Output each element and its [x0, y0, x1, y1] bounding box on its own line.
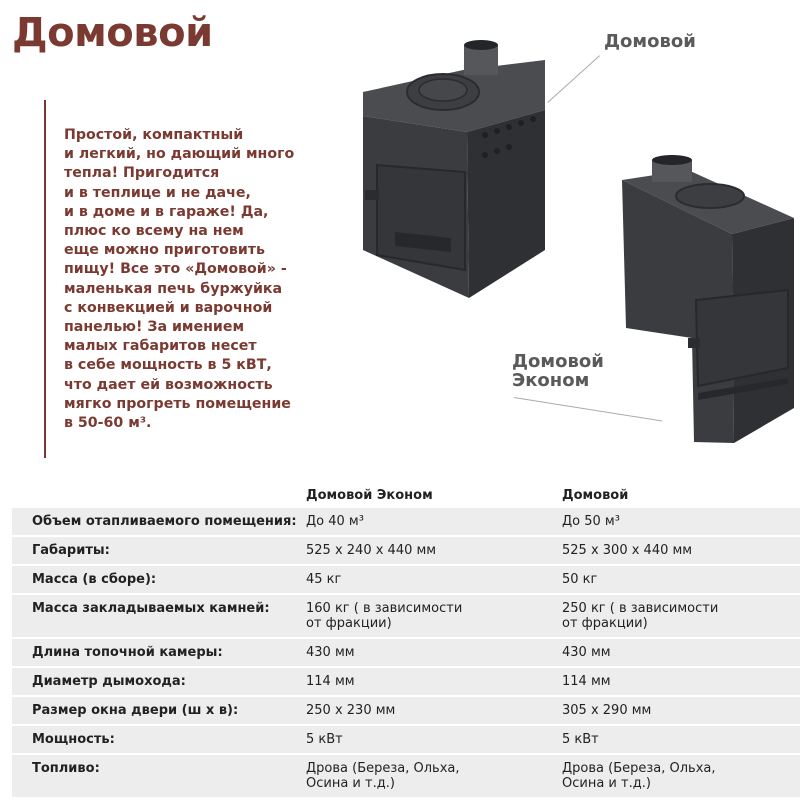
table-row	[12, 565, 800, 594]
table-header-param	[12, 482, 306, 508]
spec-value-ekonom: 430 мм	[306, 638, 562, 667]
spec-param: Масса закладываемых камней:	[12, 594, 306, 638]
table-row	[12, 696, 800, 725]
spec-value-domovoy: 305 х 290 мм	[562, 696, 800, 725]
spec-param: Объем отапливаемого помещения:	[12, 508, 306, 536]
table-row	[12, 725, 800, 754]
spec-param: Топливо:	[12, 754, 306, 798]
spec-value-ekonom: До 40 м³	[306, 508, 562, 536]
spec-value-ekonom: 250 х 230 мм	[306, 696, 562, 725]
spec-param: Диаметр дымохода:	[12, 667, 306, 696]
stove-domovoy-image	[355, 40, 555, 300]
spec-param: Масса (в сборе):	[12, 565, 306, 594]
spec-value-domovoy: 525 х 300 х 440 мм	[562, 536, 800, 565]
label-ekonom: Домовой Эконом	[512, 351, 604, 391]
specs-table	[12, 482, 800, 799]
table-row	[12, 754, 800, 798]
spec-value-ekonom: Дрова (Береза, Ольха, Осина и т.д.)	[306, 754, 562, 798]
label-domovoy: Домовой	[604, 31, 696, 52]
intro-text: Простой, компактный и легкий, но дающий много тепла! Пригодится и в теплице и не даче, и в доме и в гараже! Да, плюс ко всему на нем еще можно приготовить пищу! Все это «Домовой» - маленькая печь буржуйка с конвекцией и варочной панелью! За имением малых габаритов несет в себе мощность в 5 кВТ, что дает ей возможность мягко прогреть помещение в 50-60 м³.	[64, 127, 295, 432]
spec-value-domovoy: 250 кг ( в зависимости от фракции)	[562, 594, 800, 638]
stove-ekonom-image	[618, 158, 798, 448]
page-title: Домовой	[12, 10, 213, 56]
spec-value-ekonom: 525 х 240 х 440 мм	[306, 536, 562, 565]
spec-value-domovoy: 5 кВт	[562, 725, 800, 754]
table-row	[12, 638, 800, 667]
spec-value-ekonom: 5 кВт	[306, 725, 562, 754]
table-header-domovoy: Домовой	[562, 482, 800, 508]
table-row	[12, 508, 800, 536]
accent-divider	[44, 100, 46, 458]
spec-param: Габариты:	[12, 536, 306, 565]
spec-value-domovoy: До 50 м³	[562, 508, 800, 536]
spec-value-domovoy: 430 мм	[562, 638, 800, 667]
leader-line-domovoy	[547, 55, 600, 103]
table-row	[12, 536, 800, 565]
spec-value-ekonom: 160 кг ( в зависимости от фракции)	[306, 594, 562, 638]
spec-param: Размер окна двери (ш х в):	[12, 696, 306, 725]
spec-value-domovoy: 114 мм	[562, 667, 800, 696]
spec-param: Мощность:	[12, 725, 306, 754]
table-row	[12, 594, 800, 638]
spec-value-ekonom: 45 кг	[306, 565, 562, 594]
spec-value-domovoy: 50 кг	[562, 565, 800, 594]
table-header-row	[12, 482, 800, 508]
table-header-ekonom: Домовой Эконом	[306, 482, 562, 508]
table-row	[12, 667, 800, 696]
spec-value-ekonom: 114 мм	[306, 667, 562, 696]
spec-value-domovoy: Дрова (Береза, Ольха, Осина и т.д.)	[562, 754, 800, 798]
spec-param: Длина топочной камеры:	[12, 638, 306, 667]
